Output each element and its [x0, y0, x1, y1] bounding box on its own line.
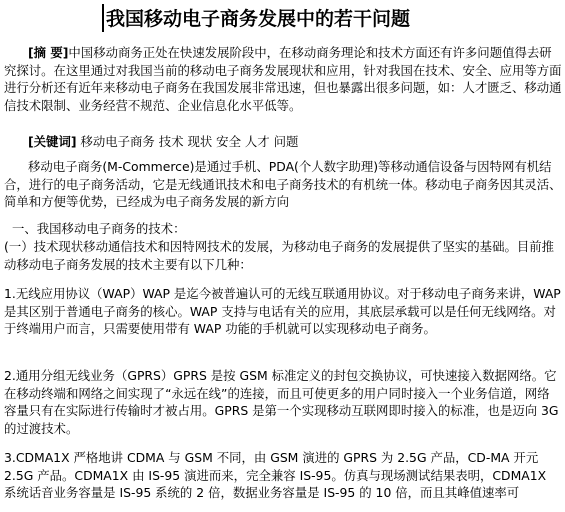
item1-text: 1.无线应用协议（WAP）WAP 是迄今被普遍认可的无线互联通用协议。对于移动电子商务来讲，WAP 是其区别于普通电子商务的核心。WAP 支持与电话有关的应用，其底层承载可以是任何无线网络。对于终端用户而言，只需要使用带有 WAP 功能的手机就可以实现移动电子商务。 — [4, 286, 561, 337]
subsection-paragraph — [4, 238, 562, 273]
keywords-paragraph — [4, 133, 562, 151]
item3-text: 3.CDMA1X 严格地讲 CDMA 与 GSM 不同，由 GSM 演进的 GPRS 为 2.5G 产品，CD-MA 开元 2.5G 产品。CDMA1X 由 IS-95 演进而来，完全兼容 IS-95。仿真与现场测试结果表明，CDMA1X 系统话音业务容量是 IS-95 系统的 2 倍，数据业务容量是 IS-95 的 10 倍，而且其峰值速率可 — [4, 450, 547, 501]
document-title: 我国移动电子商务发展中的若干问题 — [106, 8, 411, 30]
item1-paragraph — [4, 285, 562, 338]
subsection1-text: (一）技术现状移动通信技术和因特网技术的发展，为移动电子商务的发展提供了坚实的基础。目前推动移动电子商务发展的技术主要有以下几种： — [4, 239, 555, 272]
text-cursor — [102, 4, 104, 32]
keywords-text: 移动电子商务 技术 现状 安全 人才 问题 — [80, 134, 299, 149]
abstract-paragraph — [4, 44, 562, 114]
section-heading — [4, 220, 562, 238]
intro-paragraph — [4, 158, 562, 211]
abstract-label: [摘 要] — [28, 45, 69, 60]
keywords-label: [关键词] — [28, 134, 77, 149]
item2-paragraph — [4, 367, 562, 437]
abstract-text: 中国移动商务正处在快速发展阶段中，在移动商务理论和技术方面还有许多问题值得去研究探讨。在这里通过对我国当前的移动电子商务发展现状和应用，针对我国在技术、安全、应用等方面进行分析还有近年来移动电子商务在我国发展非常迅速，但也暴露出很多问题，如：人才匮乏、移动通信技术限制、业务经营不规范、企业信息化水平低等。 — [4, 45, 562, 113]
section1-heading: 一、我国移动电子商务的技术： — [12, 221, 186, 236]
item2-text: 2.通用分组无线业务（GPRS）GPRS 是按 GSM 标准定义的封包交换协议，可快速接入数据网络。它在移动终端和网络之间实现了“永远在线”的连接，而且可使更多的用户同时接入一个业务信道，网络容量只有在实际进行传输时才被占用。GPRS 是第一个实现移动互联网即时接入的标准，也是迈向 3G 的过渡技术。 — [4, 368, 559, 436]
intro-text: 移动电子商务(M-Commerce)是通过手机、PDA(个人数字助理)等移动通信设备与因特网有机结合，进行的电子商务活动，它是无线通讯技术和电子商务技术的有机统一体。移动电子商务因其灵活、简单和方便等优势，已经成为电子商务发展的新方向 — [4, 159, 562, 210]
item3-paragraph — [4, 449, 562, 502]
